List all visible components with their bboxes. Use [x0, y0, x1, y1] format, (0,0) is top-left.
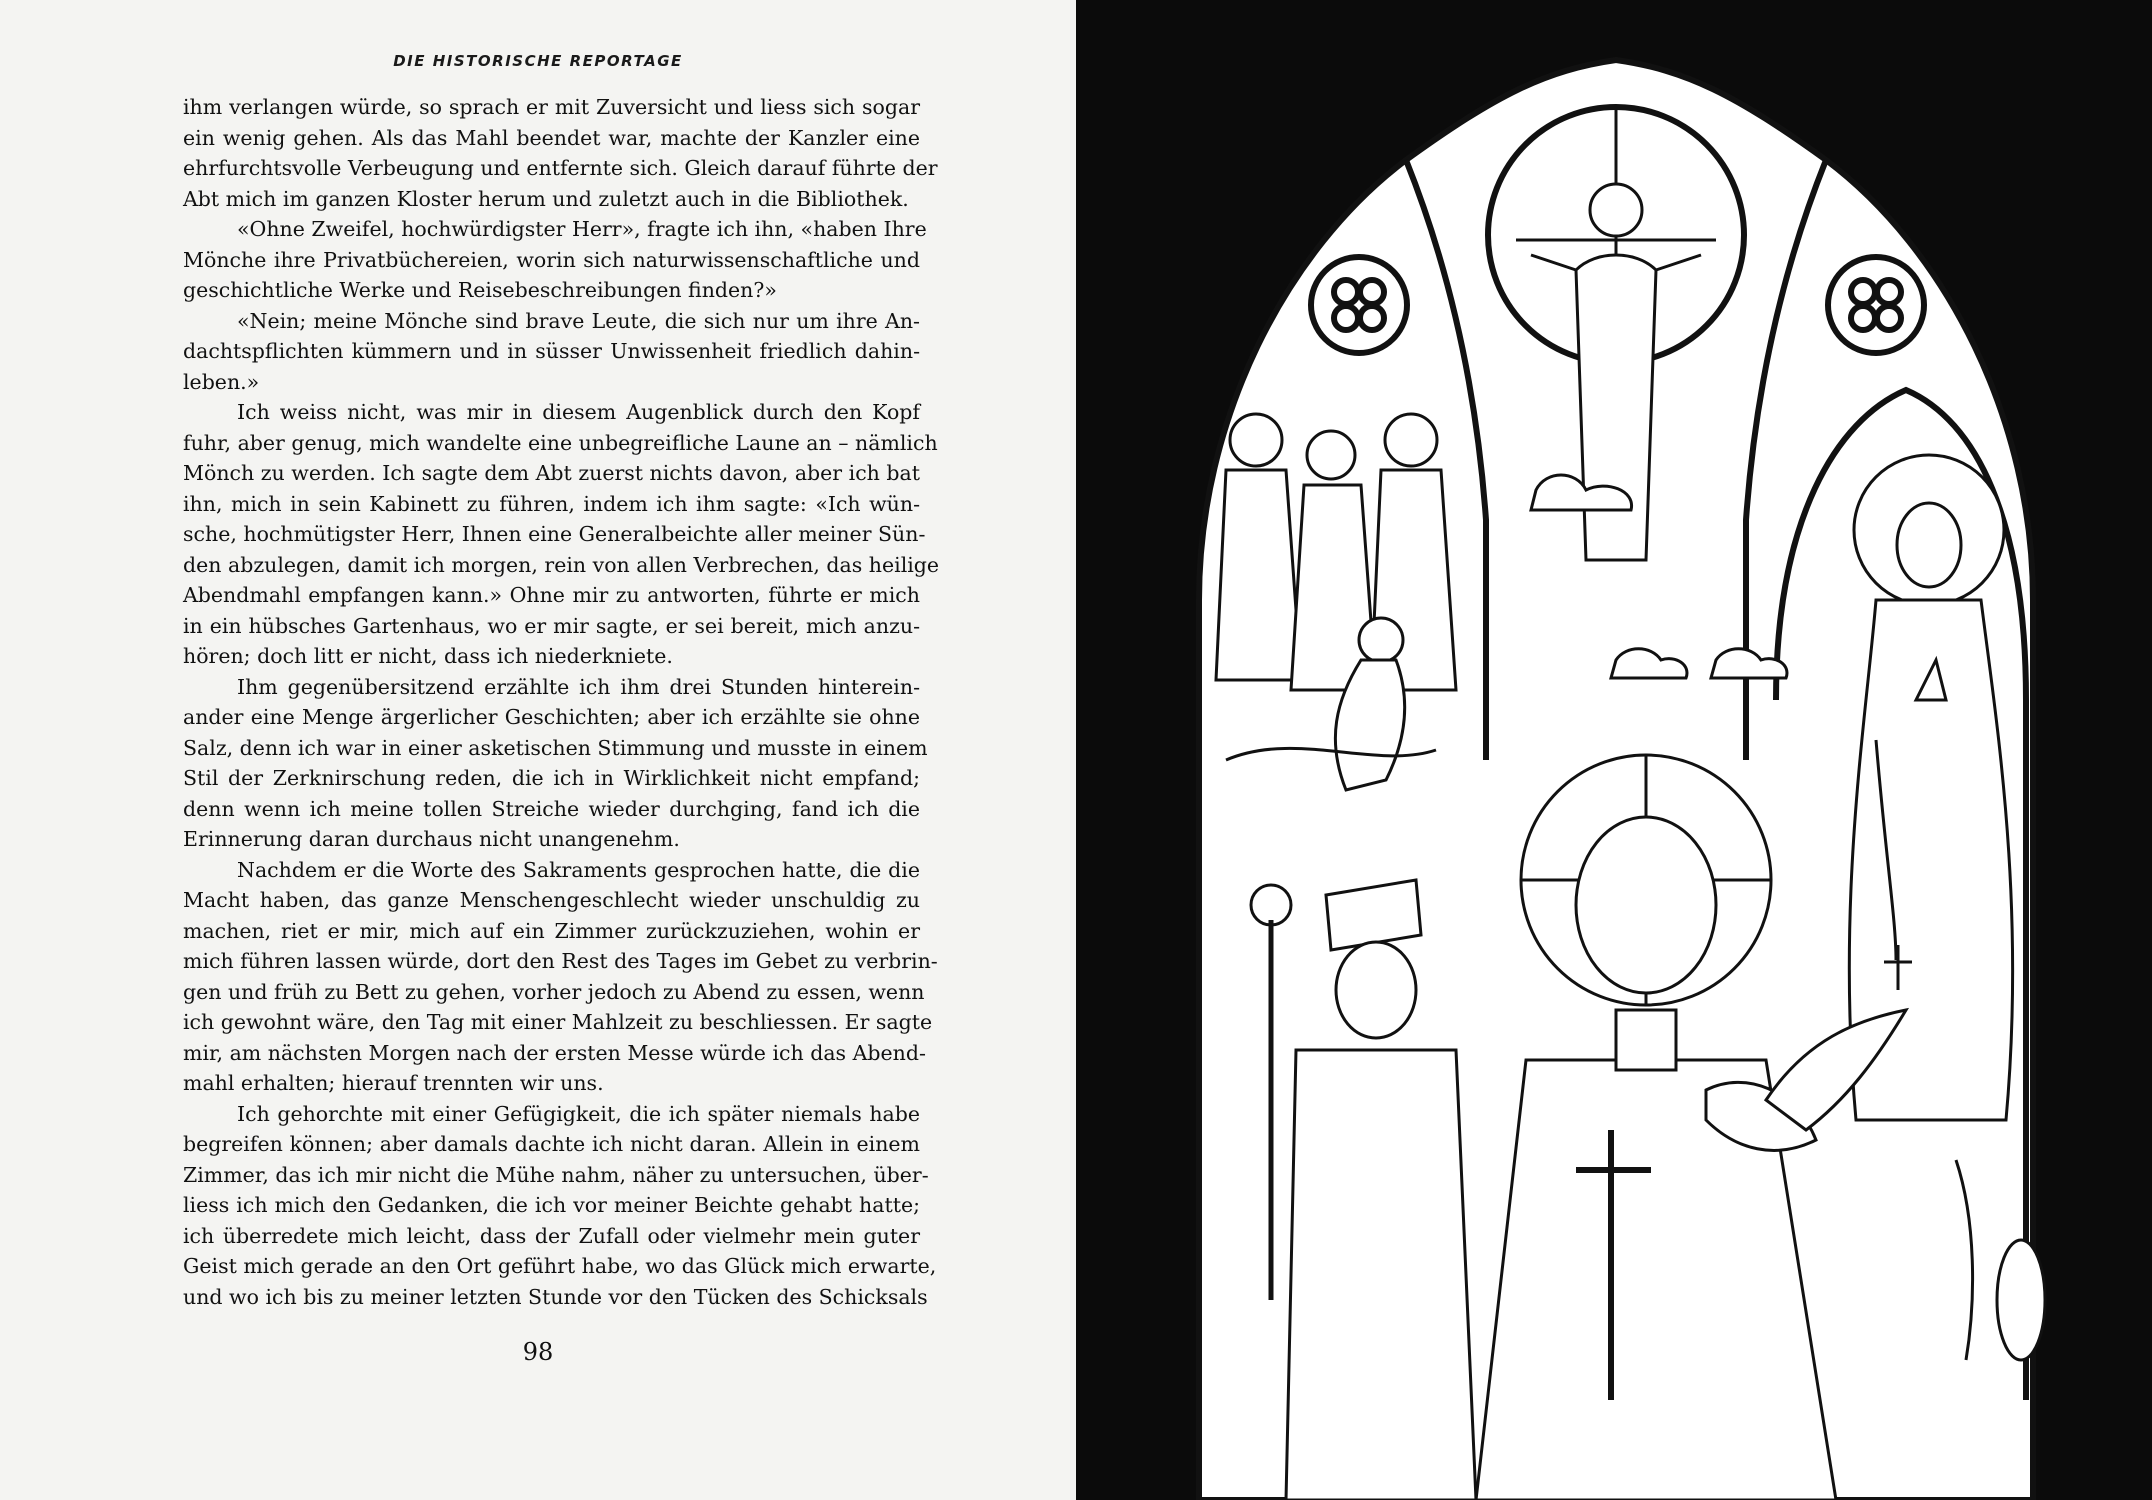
right-page-illustration [1076, 0, 2152, 1500]
stained-glass-illustration [1076, 0, 2152, 1500]
text-line: fuhr, aber genug, mich wandelte eine unbegreifliche Laune an – nämlich [183, 430, 938, 455]
text-line: in ein hübsches Gartenhaus, wo er mir sagte, er sei bereit, mich anzu- [183, 613, 920, 638]
text-line: denn wenn ich meine tollen Streiche wieder durchging, fand ich die [183, 796, 920, 821]
text-line: ein wenig gehen. Als das Mahl beendet war, machte der Kanzler eine [183, 125, 920, 150]
text-line: Ihm gegenübersitzend erzählte ich ihm drei Stunden hinterein- [237, 674, 920, 699]
text-line: geschichtliche Werke und Reisebeschreibungen finden?» [183, 278, 777, 302]
text-line: Ich gehorchte mit einer Gefügigkeit, die ich später niemals habe [237, 1101, 920, 1126]
text-line: Mönch zu werden. Ich sagte dem Abt zuerst nichts davon, aber ich bat [183, 461, 920, 485]
text-line: den abzulegen, damit ich morgen, rein von allen Verbrechen, das heilige [183, 552, 940, 577]
running-head: DIE HISTORISCHE REPORTAGE [393, 52, 683, 70]
text-line: ehrfurchtsvolle Verbeugung und entfernte sich. Gleich darauf führte der [183, 156, 938, 180]
text-line: machen, riet er mir, mich auf ein Zimmer zurückzuziehen, wohin er [183, 918, 920, 943]
text-line: Stil der Zerknirschung reden, die ich in Wirklichkeit nicht empfand; [183, 766, 920, 790]
text-line: Abt mich im ganzen Kloster herum und zuletzt auch in die Bibliothek. [183, 186, 909, 211]
text-line: mahl erhalten; hierauf trennten wir uns. [183, 1071, 604, 1095]
text-line: Ich weiss nicht, was mir in diesem Augenblick durch den Kopf [237, 400, 920, 424]
text-line: und wo ich bis zu meiner letzten Stunde vor den Tücken des Schicksals [183, 1284, 928, 1309]
text-line: ich überredete mich leicht, dass der Zufall oder vielmehr mein guter [183, 1223, 920, 1248]
text-line: Salz, denn ich war in einer asketischen Stimmung und musste in einem [183, 735, 928, 760]
text-line: mich führen lassen würde, dort den Rest des Tages im Gebet zu verbrin- [183, 949, 938, 973]
text-line: Zimmer, das ich mir nicht die Mühe nahm, näher zu untersuchen, über- [183, 1162, 929, 1187]
text-line: begreifen können; aber damals dachte ich nicht daran. Allein in einem [183, 1132, 920, 1156]
text-line: ihm verlangen würde, so sprach er mit Zuversicht und liess sich sogar [183, 95, 920, 119]
text-line: «Ohne Zweifel, hochwürdigster Herr», fragte ich ihn, «haben Ihre [237, 217, 927, 241]
page-number: 98 [522, 1338, 554, 1366]
text-line: Mönche ihre Privatbüchereien, worin sich naturwissenschaftliche und [183, 247, 920, 272]
text-line: dachtspflichten kümmern und in süsser Unwissenheit friedlich dahin- [183, 339, 920, 363]
text-line: Macht haben, das ganze Menschengeschlecht wieder unschuldig zu [183, 888, 920, 912]
text-line: ander eine Menge ärgerlicher Geschichten; aber ich erzählte sie ohne [183, 705, 920, 729]
text-line: liess ich mich den Gedanken, die ich vor meiner Beichte gehabt hatte; [183, 1193, 920, 1217]
text-line: Geist mich gerade an den Ort geführt habe, wo das Glück mich erwarte, [183, 1254, 937, 1278]
text-line: ihn, mich in sein Kabinett zu führen, indem ich ihm sagte: «Ich wün- [183, 491, 920, 516]
text-line: Nachdem er die Worte des Sakraments gesprochen hatte, die die [237, 857, 920, 882]
text-line: leben.» [183, 369, 260, 394]
text-line: mir, am nächsten Morgen nach der ersten Messe würde ich das Abend- [183, 1040, 926, 1065]
text-line: Erinnerung daran durchaus nicht unangenehm. [183, 827, 680, 851]
text-line: gen und früh zu Bett zu gehen, vorher jedoch zu Abend zu essen, wenn [183, 979, 925, 1004]
apostles-group [1216, 414, 1456, 690]
body-text [183, 92, 940, 1312]
text-line: «Nein; meine Mönche sind brave Leute, die sich nur um ihre An- [237, 308, 920, 333]
text-line: ich gewohnt wäre, den Tag mit einer Mahlzeit zu beschliessen. Er sagte [183, 1010, 933, 1034]
text-line: hören; doch litt er nicht, dass ich niederkniete. [183, 644, 673, 668]
text-line: Abendmahl empfangen kann.» Ohne mir zu antworten, führte er mich [183, 583, 920, 607]
text-line: sche, hochmütigster Herr, Ihnen eine Generalbeichte aller meiner Sün- [183, 522, 926, 546]
